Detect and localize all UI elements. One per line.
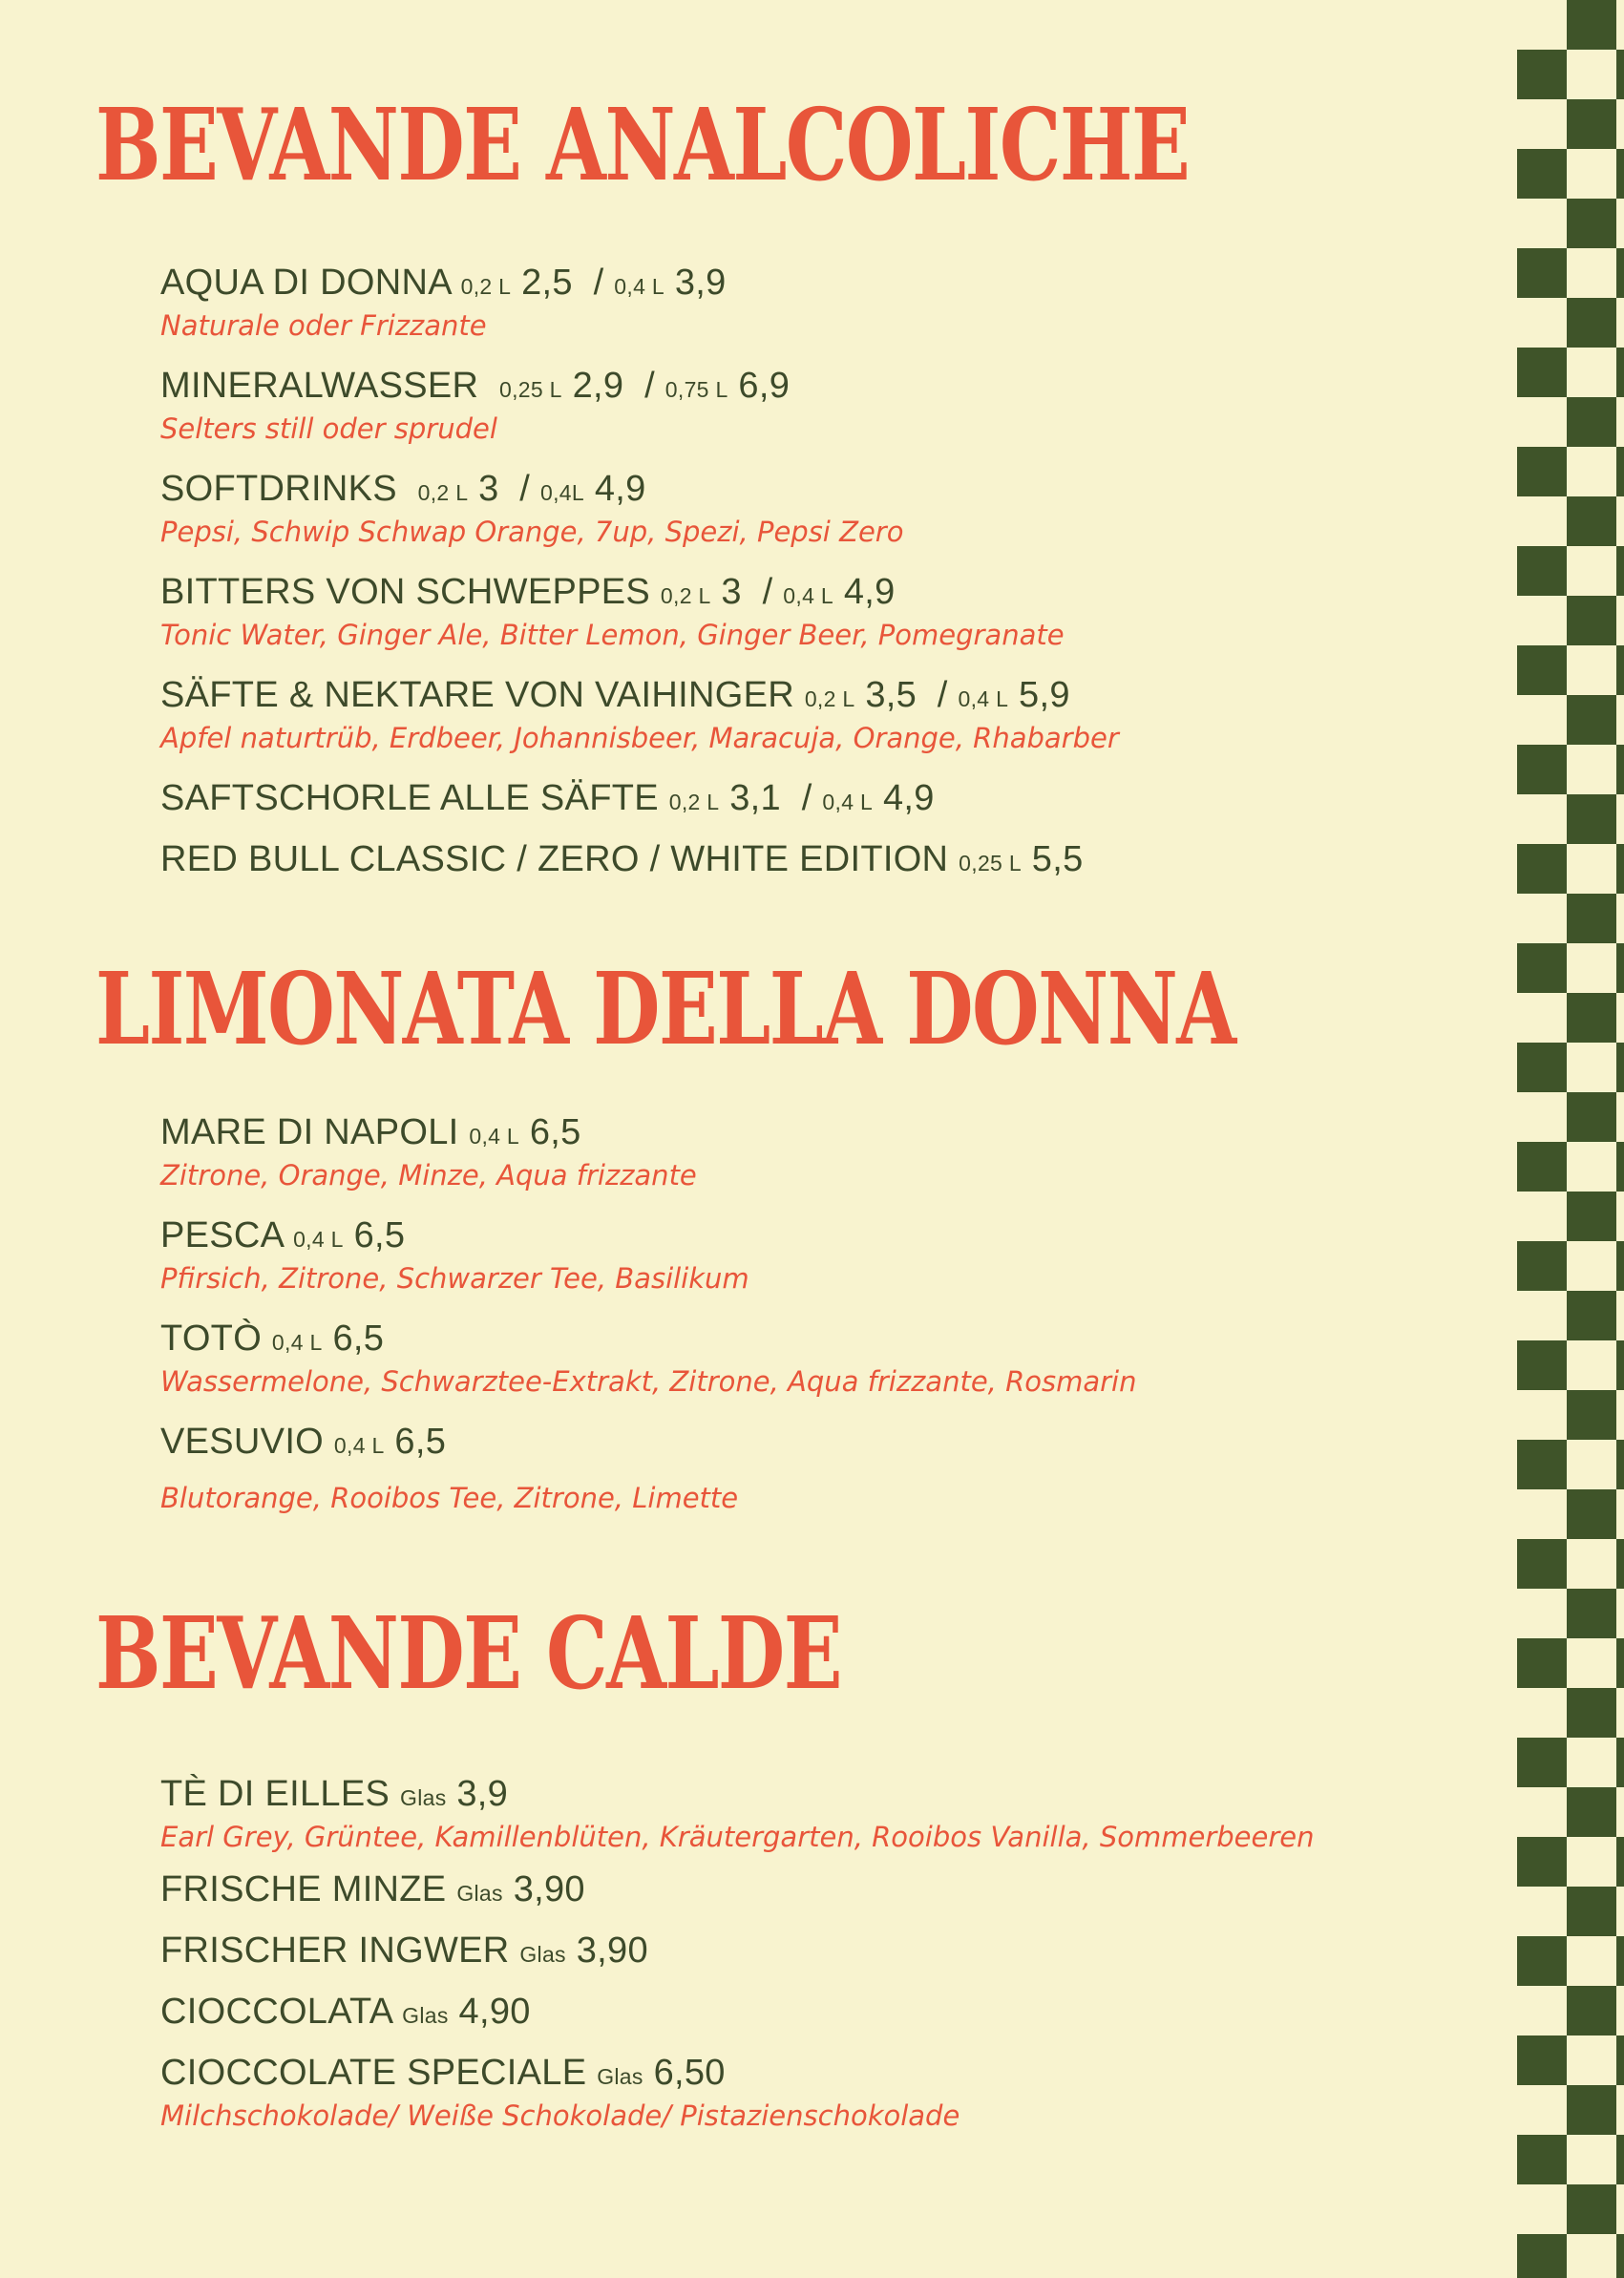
section-calde-items <box>160 1772 1314 2133</box>
item-description: Pepsi, Schwip Schwap Orange, 7up, Spezi, Pepsi Zero <box>160 516 904 548</box>
item-description: Milchschokolade/ Weiße Schokolade/ Pistazienschokolade <box>160 2099 960 2132</box>
item-description: Apfel naturtrüb, Erdbeer, Johannisbeer, Maracuja, Orange, Rhabarber <box>160 722 1119 754</box>
item-name: PESCA <box>160 1215 284 1255</box>
item-name: SAFTSCHORLE ALLE SÄFTE <box>160 778 659 818</box>
item-name: RED BULL CLASSIC / ZERO / WHITE EDITION <box>160 839 949 879</box>
menu-item: RED BULL CLASSIC / ZERO / WHITE EDITION 0,25 L 5,5 <box>160 839 1084 879</box>
menu-item: CIOCCOLATE SPECIALE Glas 6,50 Milchschokolade/ Weiße Schokolade/ Pistazienschokolade <box>160 2051 1314 2133</box>
section-title-analcoliche: BEVANDE ANALCOLICHE <box>95 86 1190 203</box>
menu-item: SÄFTE & NEKTARE VON VAIHINGER 0,2 L 3,5 / 0,4 L 5,9 Apfel naturtrüb, Erdbeer, Johannisbeer, Maracuja, Orange, Rhabarber <box>160 675 1119 754</box>
menu-item: MINERALWASSER 0,25 L 2,9 / 0,75 L 6,9 Selters still oder sprudel <box>160 364 1119 446</box>
item-description: Pfirsich, Zitrone, Schwarzer Tee, Basilikum <box>160 1262 749 1295</box>
item-name: MINERALWASSER <box>160 366 479 406</box>
menu-item: CIOCCOLATA Glas 4,90 <box>160 1992 531 2032</box>
item-name: TOTÒ <box>160 1318 263 1359</box>
menu-item: TÈ DI EILLES Glas 3,9 Earl Grey, Grüntee, Kamillenblüten, Kräutergarten, Rooibos Vanilla, Sommerbeeren <box>160 1774 1315 1853</box>
menu-item: PESCA 0,4 L 6,5 Pfirsich, Zitrone, Schwarzer Tee, Basilikum <box>160 1213 1136 1296</box>
item-name: CIOCCOLATE SPECIALE <box>160 2053 587 2093</box>
item-description: Tonic Water, Ginger Ale, Bitter Lemon, Ginger Beer, Pomegranate <box>160 619 1065 651</box>
checkered-border <box>1517 0 1624 2278</box>
menu-item: BITTERS VON SCHWEPPES 0,2 L 3 / 0,4 L 4,9 Tonic Water, Ginger Ale, Bitter Lemon, Ginger Beer, Pomegranate <box>160 570 1119 652</box>
menu-item: VESUVIO 0,4 L 6,5 Blutorange, Rooibos Tee, Zitrone, Limette <box>160 1420 1136 1515</box>
menu-item: FRISCHE MINZE Glas 3,90 <box>160 1869 585 1909</box>
section-title-limonata: LIMONATA DELLA DONNA <box>95 950 1235 1067</box>
menu-item: AQUA DI DONNA 0,2 L 2,5 / 0,4 L 3,9 Naturale oder Frizzante <box>160 261 1119 343</box>
menu-item: MARE DI NAPOLI 0,4 L 6,5 Zitrone, Orange, Minze, Aqua frizzante <box>160 1110 1136 1192</box>
section-analcoliche-items <box>160 261 1119 885</box>
menu-item: SAFTSCHORLE ALLE SÄFTE 0,2 L 3,1 / 0,4 L 4,9 <box>160 778 935 818</box>
item-name: TÈ DI EILLES <box>160 1774 390 1814</box>
section-limonata-items <box>160 1110 1136 1515</box>
menu-item: SOFTDRINKS 0,2 L 3 / 0,4L 4,9 Pepsi, Schwip Schwap Orange, 7up, Spezi, Pepsi Zero <box>160 467 1119 549</box>
item-description: Zitrone, Orange, Minze, Aqua frizzante <box>160 1159 697 1192</box>
item-name: SÄFTE & NEKTARE VON VAIHINGER <box>160 675 794 715</box>
item-description: Blutorange, Rooibos Tee, Zitrone, Limette <box>160 1482 739 1514</box>
item-description: Naturale oder Frizzante <box>160 309 487 342</box>
item-name: AQUA DI DONNA <box>160 263 451 303</box>
item-description: Selters still oder sprudel <box>160 412 497 445</box>
item-name: VESUVIO <box>160 1422 325 1462</box>
item-name: FRISCHER INGWER <box>160 1930 510 1971</box>
item-name: BITTERS VON SCHWEPPES <box>160 572 651 612</box>
section-title-calde: BEVANDE CALDE <box>95 1594 841 1712</box>
item-name: MARE DI NAPOLI <box>160 1112 459 1152</box>
item-name: CIOCCOLATA <box>160 1992 392 2032</box>
item-description: Wassermelone, Schwarztee-Extrakt, Zitrone, Aqua frizzante, Rosmarin <box>160 1365 1137 1398</box>
menu-item: TOTÒ 0,4 L 6,5 Wassermelone, Schwarztee-Extrakt, Zitrone, Aqua frizzante, Rosmarin <box>160 1318 1137 1398</box>
menu-item: FRISCHER INGWER Glas 3,90 <box>160 1930 648 1971</box>
item-name: FRISCHE MINZE <box>160 1869 447 1909</box>
item-description: Earl Grey, Grüntee, Kamillenblüten, Kräutergarten, Rooibos Vanilla, Sommerbeeren <box>160 1821 1315 1853</box>
item-name: SOFTDRINKS <box>160 469 397 509</box>
